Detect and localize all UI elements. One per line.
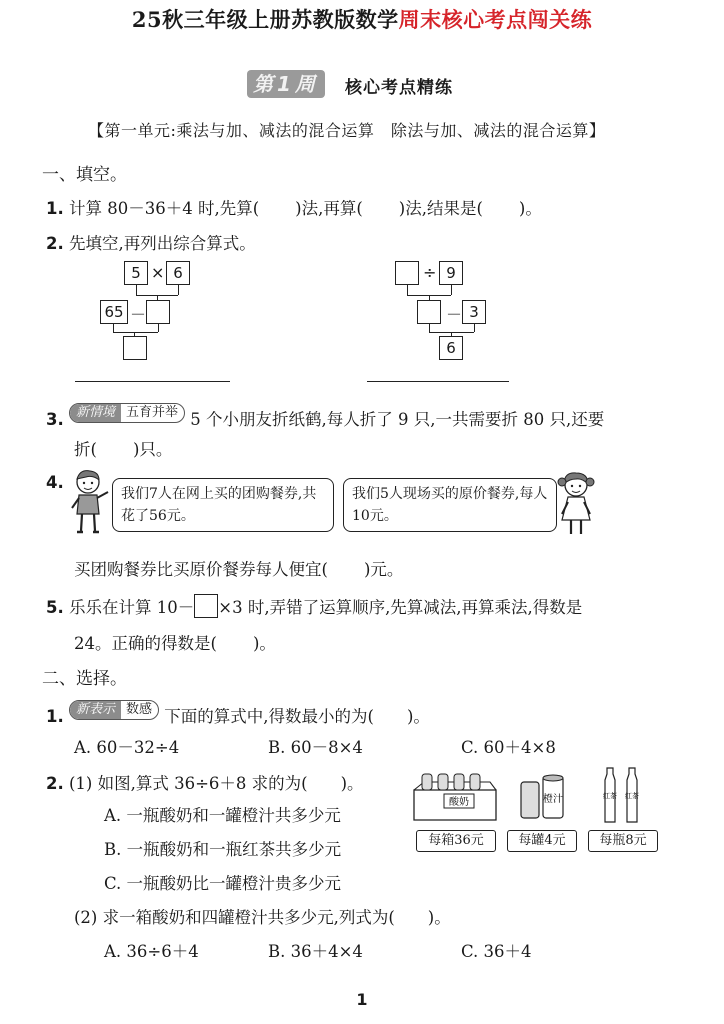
question-4-text: 买团购餐券比买原价餐券每人便宜( )元。	[74, 560, 404, 579]
part2-option-c[interactable]: C. 36＋4	[461, 942, 532, 961]
juice-cans-illustration	[515, 772, 571, 824]
page-title	[0, 4, 724, 34]
minus-sign: －	[130, 305, 147, 324]
choice-2-option-c[interactable]: C. 一瓶酸奶比一罐橙汁贵多少元	[104, 874, 342, 893]
choice-question-1: 1. 新表示 数感 下面的算式中,得数最小的为( )。	[46, 702, 430, 726]
choice-question-2: 2. (1) 如图,算式 36÷6＋8 求的为( )。	[46, 774, 364, 793]
tree-box: 6	[166, 261, 190, 285]
tea-label: 红茶	[625, 792, 639, 800]
tree-box: 6	[439, 336, 463, 360]
speech-bubble-right: 我们5人现场买的原价餐券,每人10元。	[343, 478, 557, 532]
choice-2-option-a[interactable]: A. 一瓶酸奶和一罐橙汁共多少元	[104, 806, 341, 825]
part2-option-b[interactable]: B. 36＋4×4	[268, 942, 363, 961]
context-tag: 新表示 数感	[69, 700, 159, 720]
tree-box: 9	[439, 261, 463, 285]
price-tag-juice: 每罐4元	[507, 830, 577, 852]
question-4-number: 4.	[46, 473, 64, 492]
question-1: 1. 计算 80－36＋4 时,先算( )法,再算( )法,结果是( )。	[46, 199, 542, 218]
speech-bubble-left: 我们7人在网上买的团购餐券,共花了56元。	[112, 478, 334, 532]
question-3: 3. 新情境 五育并举 5 个小朋友折纸鹤,每人折了 9 只,一共需要折 80 只,还要	[46, 405, 605, 429]
question-3-cont: 折( )只。	[74, 440, 173, 459]
choice-question-2-part2: (2) 求一箱酸奶和四罐橙汁共多少元,列式为( )。	[74, 908, 451, 927]
question-5-cont: 24。正确的得数是( )。	[74, 634, 276, 653]
answer-line[interactable]	[75, 381, 230, 382]
juice-label: 橙汁	[543, 794, 563, 805]
question-5: 5. 乐乐在计算 10－ ×3 时,弄错了运算顺序,先算减法,再算乘法,得数是	[46, 594, 582, 618]
price-tag-tea: 每瓶8元	[588, 830, 658, 852]
answer-line[interactable]	[367, 381, 509, 382]
context-tag: 新情境 五育并举	[69, 403, 185, 423]
section-subtitle: 核心考点精练	[345, 78, 453, 98]
section-heading-fill: 一、填空。	[42, 165, 127, 185]
tea-bottles-illustration	[597, 766, 649, 826]
boy-illustration	[68, 468, 112, 536]
minus-sign: －	[446, 305, 463, 324]
section-heading-choice: 二、选择。	[42, 669, 127, 689]
yogurt-label: 酸奶	[449, 797, 469, 808]
week-badge: 第1周	[247, 70, 325, 98]
option-c[interactable]: C. 60＋4×8	[461, 738, 556, 757]
option-b[interactable]: B. 60－8×4	[268, 738, 363, 757]
answer-box[interactable]	[395, 261, 419, 285]
tree-box: 3	[462, 300, 486, 324]
answer-box[interactable]	[123, 336, 147, 360]
page-number: 1	[356, 990, 368, 1009]
price-tag-yogurt: 每箱36元	[416, 830, 496, 852]
answer-box[interactable]	[146, 300, 170, 324]
option-a[interactable]: A. 60－32÷4	[74, 738, 180, 757]
blank-box[interactable]	[194, 594, 218, 618]
unit-heading: 【第一单元:乘法与加、减法的混合运算 除法与加、减法的混合运算】	[88, 121, 606, 140]
answer-box[interactable]	[417, 300, 441, 324]
question-2: 2. 先填空,再列出综合算式。	[46, 234, 256, 253]
multiply-sign: ×	[151, 263, 165, 282]
part2-option-a[interactable]: A. 36÷6＋4	[104, 942, 199, 961]
girl-illustration	[554, 470, 598, 538]
choice-2-option-b[interactable]: B. 一瓶酸奶和一瓶红茶共多少元	[104, 840, 342, 859]
tea-label: 红茶	[603, 792, 617, 800]
title-main: 25秋三年级上册苏教版数学	[131, 7, 399, 32]
title-highlight: 周末核心考点闯关练	[398, 7, 593, 32]
tree-box: 65	[100, 300, 128, 324]
divide-sign: ÷	[423, 263, 437, 282]
tree-box: 5	[124, 261, 148, 285]
yogurt-crate-illustration	[410, 772, 500, 824]
